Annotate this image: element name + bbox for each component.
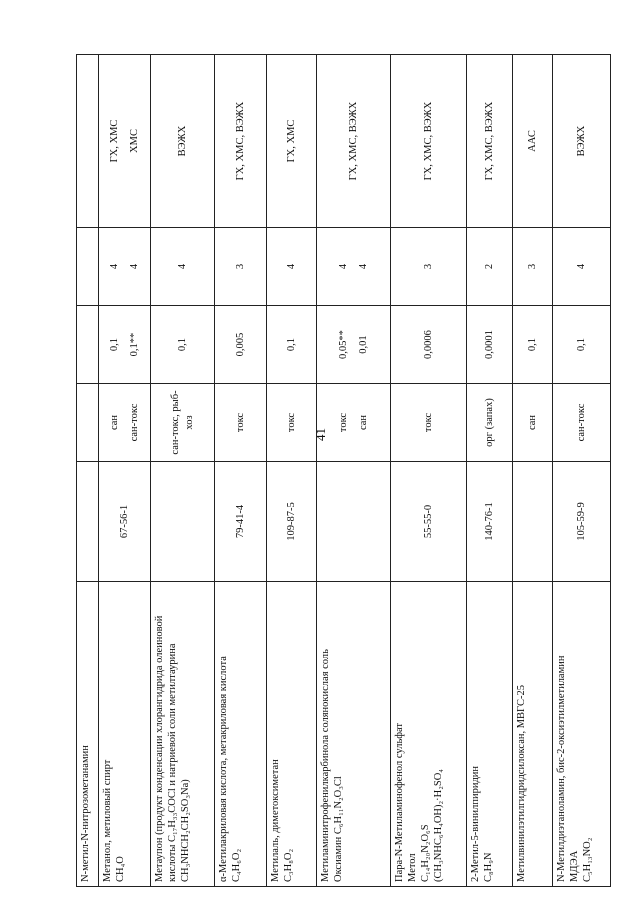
hazard-cell [467,384,513,462]
page-number: 41 [313,428,328,441]
class-cell [77,228,99,306]
method-cell [215,55,267,228]
value-value: 0,1 [285,337,297,352]
substance-name-line: N-Метилдиэтаноламин, бис-2-оксиэтилметиламин [556,655,567,882]
method-cell [467,55,513,228]
value-cell [467,306,513,384]
table-row [267,55,317,887]
substance-name-line: CH₄O [115,856,127,882]
table-row [215,55,267,887]
substance-name-cell [77,582,99,887]
class-value: 4 [285,263,297,270]
class-value: 4 [338,263,350,270]
substance-name-line: (CH₃NHC₆H₄OH)₂·H₂SO₄ [433,769,445,882]
class-value: 3 [234,263,246,270]
hazard-value: сан-токс, рыб-хоз [170,390,195,455]
hazard-cell [215,384,267,462]
cas-number-cell [513,462,553,582]
substance-name-line: C₄H₆O₂ [231,848,243,882]
substance-name-line: 2-Метил-5-винилпиридин [470,765,481,882]
substance-name-line: C₈H₉N [483,852,495,882]
hazard-value: сан [357,414,369,431]
value-value: 0,005 [234,332,246,357]
value-cell [317,306,391,384]
substance-name-line: Метилаль, диметоксиметан [270,759,281,882]
cas-number-cell: 140-76-1 [467,462,513,582]
method-cell [513,55,553,228]
class-cell [553,228,611,306]
method-value: ХМС [128,129,140,153]
substance-name-line: Пара-N-Метиламинофенол сульфат [394,722,405,882]
hazard-cell [317,384,391,462]
value-value: 0,1 [109,337,121,352]
class-value: 4 [357,263,369,270]
class-cell [99,228,151,306]
hazard-cell [151,384,215,462]
substance-name-cell [151,582,215,887]
table-row [99,55,151,887]
class-cell [513,228,553,306]
table-row [467,55,513,887]
value-value: 0,1** [128,332,140,357]
value-value: 0,01 [357,335,369,354]
value-cell [99,306,151,384]
hazard-value: сан-токс [128,403,140,442]
substance-name-line: Метилвинилэтилгидридсилоксан, МВГС-25 [516,685,527,882]
method-value: ВЭЖХ [176,125,188,157]
substance-name-line: α-Метилакриловая кислота, метакриловая кислота [218,656,229,882]
method-cell [317,55,391,228]
hazard-value: токс [338,412,350,433]
cas-number-cell: 55-55-0 [391,462,467,582]
method-value: ГХ, ХМС, ВЭЖХ [483,101,495,181]
method-cell [553,55,611,228]
method-value: ААС [526,130,538,152]
class-cell [391,228,467,306]
value-cell [391,306,467,384]
value-value: 0,0006 [422,330,434,359]
substance-name-cell [553,582,611,887]
class-value: 3 [526,263,538,270]
method-cell [267,55,317,228]
substances-table [76,54,611,887]
method-cell [99,55,151,228]
table-row [553,55,611,887]
substance-name-line: Оксиамин C₆H₁₁N₂O₃Cl [333,776,345,882]
substance-name-cell [267,582,317,887]
hazard-value: токс [234,412,246,433]
cas-number-cell: 79-41-4 [215,462,267,582]
substance-name-line: Метол [407,853,419,882]
class-value: 4 [176,263,188,270]
class-value: 4 [575,263,587,270]
substance-name-cell [513,582,553,887]
value-cell [267,306,317,384]
hazard-value: токс [422,412,434,433]
value-value: 0,05** [338,330,350,359]
hazard-value: сан [109,414,121,431]
table-row [317,55,391,887]
substance-name-cell [391,582,467,887]
substance-name-line: Метанол, метиловый спирт [102,759,113,882]
hazard-cell [553,384,611,462]
table-row [151,55,215,887]
hazard-value: орг (запах) [483,398,495,447]
substance-name-line: Метиламинитрофенилкарбинола солянокислая соль [320,649,331,882]
class-value: 4 [128,263,140,270]
class-cell [267,228,317,306]
hazard-value: сан-токс [575,403,587,442]
substance-name-cell [215,582,267,887]
substance-name-line: N-метил-N-нитрозометанамин [80,745,91,882]
cas-number-cell: 67-56-1 [99,462,151,582]
hazard-cell [99,384,151,462]
substance-name-cell [467,582,513,887]
table-row [391,55,467,887]
class-value: 2 [483,263,495,270]
substance-name-line: C₃H₈O₂ [283,848,295,882]
table-row [513,55,553,887]
substance-name-cell [317,582,391,887]
method-cell [391,55,467,228]
table-body [77,55,611,887]
cas-number-cell: 105-59-9 [553,462,611,582]
class-cell [215,228,267,306]
substance-name-line: Метаупон (продукт конденсации хлорангидрида олеиновой кислоты C₁₇H₃₃COCl и натриевой соли метилтаурина CH₃NHCH₂CH₂SO₃Na) [154,615,192,882]
hazard-cell [391,384,467,462]
class-cell [317,228,391,306]
value-cell [77,306,99,384]
cas-number-cell [151,462,215,582]
class-cell [151,228,215,306]
method-value: ВЭЖХ [575,125,587,157]
value-value: 0,0001 [483,330,495,359]
value-value: 0,1 [526,337,538,352]
class-value: 3 [422,263,434,270]
hazard-cell [77,384,99,462]
table-row [77,55,99,887]
cas-number-cell [77,462,99,582]
value-value: 0,1 [575,337,587,352]
method-value: ГХ, ХМС, ВЭЖХ [234,101,246,181]
hazard-value: сан [526,414,538,431]
substance-name-line: C₅H₁₃NO₂ [582,837,594,882]
value-cell [215,306,267,384]
value-value: 0,1 [176,337,188,352]
method-value: ГХ, ХМС, ВЭЖХ [422,101,434,181]
class-value: 4 [109,263,121,270]
method-value: ГХ, ХМС, ВЭЖХ [347,101,359,181]
hazard-value: токс [285,412,297,433]
substance-name-line: C₁₄H₂₀N₂O₆S [420,824,432,882]
cas-number-cell: 109-87-5 [267,462,317,582]
method-cell [77,55,99,228]
substance-name-cell [99,582,151,887]
substance-name-line: МДЭА [569,850,581,882]
value-cell [553,306,611,384]
method-value: ГХ, ХМС [285,119,297,163]
value-cell [151,306,215,384]
hazard-cell [513,384,553,462]
class-cell [467,228,513,306]
hazard-cell [267,384,317,462]
value-cell [513,306,553,384]
method-cell [151,55,215,228]
rotated-table-sheet [76,55,621,887]
cas-number-cell [317,462,391,582]
method-value: ГХ, ХМС [109,119,121,163]
